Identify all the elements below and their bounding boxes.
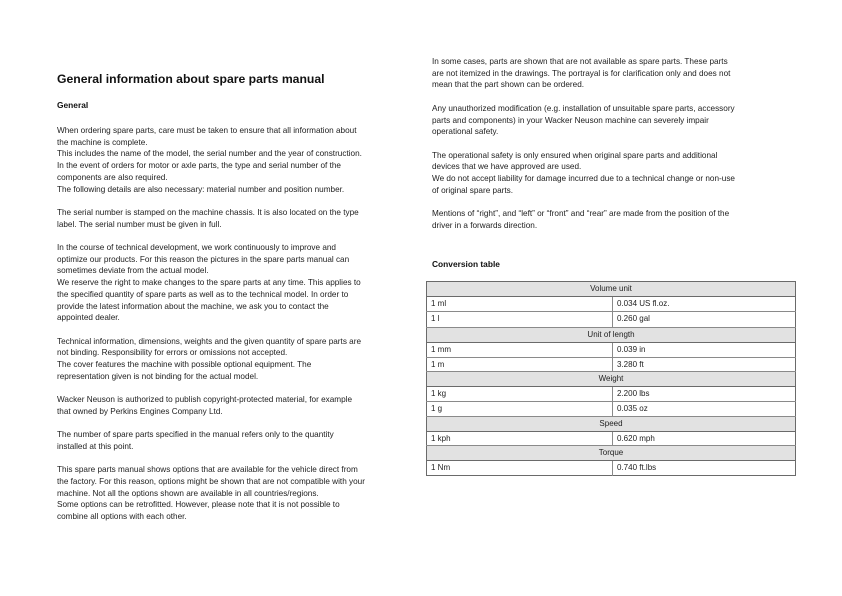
group-torque: Torque — [427, 446, 796, 461]
table-row — [427, 431, 796, 446]
paragraph-technical-information: Technical information, dimensions, weights and the given quantity of spare parts are not binding. Responsibility for errors or omissions not accepted. The cover features the machine with possible optional equipment. The representation given is not binding for the actual model. — [57, 336, 362, 381]
table-row — [427, 311, 796, 328]
value-cell: 0.039 in — [613, 342, 796, 357]
group-volume-unit: Volume unit — [427, 282, 796, 297]
paragraph-unauthorized-modification: Any unauthorized modification (e.g. installation of unsuitable spare parts, accessory parts and components) in your Wacker Neuson machine can severely impair operational safety. — [432, 103, 735, 137]
value-cell: 3.280 ft — [613, 357, 796, 372]
value-cell: 0.740 ft.lbs — [617, 463, 657, 473]
paragraph-not-available-parts: In some cases, parts are shown that are not available as spare parts. These parts are not itemized in the drawings. The portrayal is for clarification only and does not mean that the part shown can be ordered. — [432, 57, 731, 90]
unit-cell: 1 g — [427, 402, 613, 417]
unit-cell: 1 kph — [427, 431, 613, 446]
paragraph-copyright: Wacker Neuson is authorized to publish copyright-protected material, for example that owned by Perkins Engines Company Ltd. — [57, 395, 353, 416]
value-cell: 0.620 mph — [613, 431, 796, 446]
paragraph-quantity: The number of spare parts specified in the manual refers only to the quantity installed at this point. — [57, 430, 334, 451]
conversion-table — [426, 281, 796, 476]
paragraph-ordering: When ordering spare parts, care must be taken to ensure that all information about the machine is complete. This includes the name of the model, the serial number and the year of construction. In the event of orders for motor or axle parts, the type and serial number of the components are also required. The following details are also necessary: material number and position number. — [57, 126, 362, 194]
group-weight: Weight — [427, 372, 796, 387]
paragraph-directions: Mentions of “right”, and “left” or “front” and “rear” are made from the position of the driver in a forwards direction. — [432, 209, 730, 230]
left-column — [57, 72, 407, 523]
value-cell: 2.200 lbs — [613, 387, 796, 402]
unit-cell: 1 kg — [427, 387, 613, 402]
conversion-table-title: Conversion table — [432, 259, 500, 269]
table-group-header — [427, 372, 796, 387]
right-column — [432, 56, 802, 232]
unit-cell: 1 l — [427, 311, 613, 328]
page-title: General information about spare parts manual — [57, 72, 325, 86]
unit-cell: 1 ml — [427, 296, 613, 311]
group-speed: Speed — [427, 416, 796, 431]
table-row — [427, 402, 796, 417]
unit-cell: 1 Nm — [427, 461, 613, 476]
table-group-header — [427, 416, 796, 431]
table-group-header — [427, 328, 796, 343]
unit-cell: 1 m — [427, 357, 613, 372]
section-heading-general: General — [57, 100, 89, 110]
table-row — [427, 387, 796, 402]
unit-cell: 1 mm — [427, 342, 613, 357]
value-cell: 0.035 oz — [613, 402, 796, 417]
table-row — [427, 461, 796, 476]
paragraph-serial-number: The serial number is stamped on the machine chassis. It is also located on the type label. The serial number must be given in full. — [57, 207, 359, 229]
table-row — [427, 342, 796, 357]
group-unit-of-length: Unit of length — [427, 328, 796, 343]
table-group-header — [427, 446, 796, 461]
paragraph-options: This spare parts manual shows options that are available for the vehicle direct from the factory. For this reason, options might be shown that are not compatible with your machine. Not all the options shown are available in all countries/regions. Some options can be retrofitted. However, please note that it is not possible to combine all options with each other. — [57, 465, 365, 522]
paragraph-operational-safety: The operational safety is only ensured when original spare parts and additional devices that we have approved are used. We do not accept liability for damage incurred due to a technical change or non-use of original spare parts. — [432, 150, 735, 195]
value-cell: 0.260 gal — [613, 311, 796, 328]
table-row — [427, 357, 796, 372]
paragraph-technical-development: In the course of technical development, we work continuously to improve and optimize our products. For this reason the pictures in the spare parts manual can sometimes deviate from the actual model. We reserve the right to make changes to the spare parts at any time. This applies to the specified quantity of spare parts as well as to the technical model. In order to provide the latest information about the machine, we ask you to contact the appointed dealer. — [57, 243, 361, 323]
value-cell: 0.034 US fl.oz. — [613, 296, 796, 311]
table-row — [427, 296, 796, 311]
table-group-header — [427, 282, 796, 297]
